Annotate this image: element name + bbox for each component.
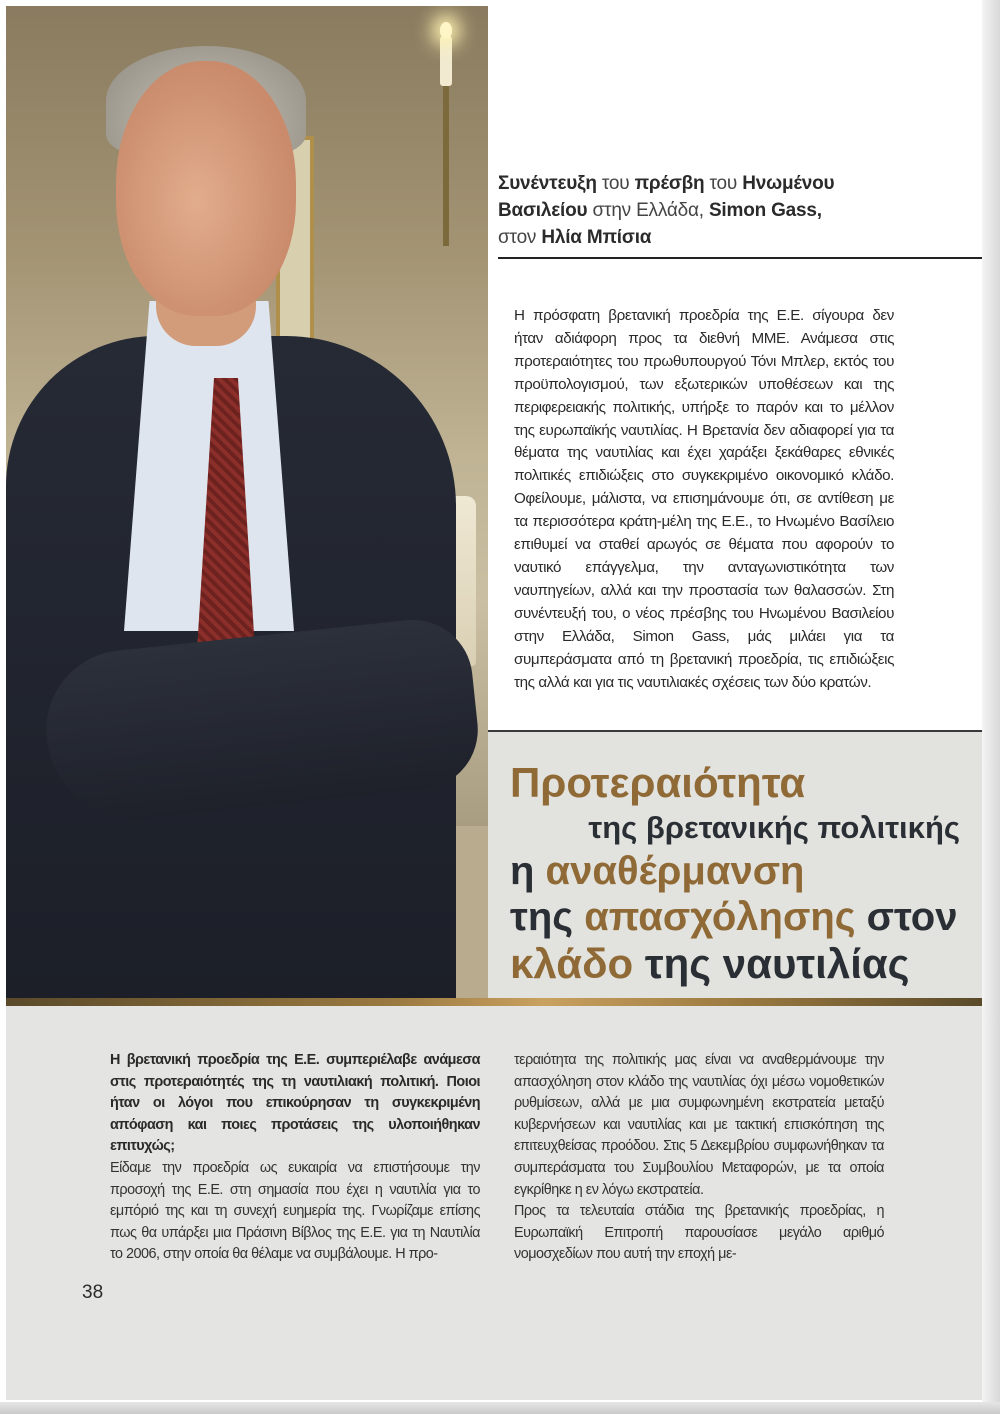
ambassador-photo (6, 6, 488, 1000)
interview-answer: Είδαμε την προεδρία ως ευκαιρία να επιστήσουμε την προσοχή της Ε.Ε. στη σημασία που έχει η ναυτιλία για το εμπόριό της και τη συνεχή ευημερία της. Γνωρίζαμε επίσης πως θα υπάρξει μια Πράσινη Βίβλος της Ε.Ε. για τη Ναυτιλία το 2006, στην οποία θα θέλαμε να συμβάλουμε. Η προ- (110, 1159, 480, 1263)
page-number: 38 (82, 1282, 104, 1303)
headline-word: της βρετανικής πολιτικής (588, 810, 960, 845)
intro-paragraph: Η πρόσφατη βρετανική προεδρία της Ε.Ε. σίγουρα δεν ήταν αδιάφορη προς τα διεθνή ΜΜΕ. Ανάμεσα στις προτεραιότητες του πρωθυπουργού Τόνι Μπλερ, εκτός του προϋπολογισμού, των εξωτερικών υποθέσεων και της περιφερειακής πολιτικής, υπήρξε το παρόν και το μέλλον της ευρωπαϊκής ναυτιλίας. Η Βρετανία δεν αδιαφορεί για τα θέματα της ναυτιλίας και έχει χαράξει ξεκάθαρες εθνικές πολιτικές επιδιώξεις στο συγκεκριμένο οικονομικό κλάδο. Οφείλουμε, μάλιστα, να επισημάνουμε ότι, σε αντίθεση με τα περισσότερα κράτη-μέλη της Ε.Ε., το Ηνωμένο Βασίλειο επιθυμεί να σταθεί αρωγός σε θέματα που αφορούν το ναυτικό επάγγελμα, την ανταγωνιστικότητα των ναυπηγείων, αλλά και την προστασία των θαλασσών. Στη συνέντευξή του, ο νέος πρέσβης του Ηνωμένου Βασιλείου στην Ελλάδα, Simon Gass, μάς μιλάει για τα συμπεράσματα από τη βρετανική προεδρία, τις επιδιώξεις της αλλά και για τις ναυτιλιακές σχέσεις των δύο κρατών. (514, 307, 894, 691)
headline-word: Προτεραιότητα (510, 759, 806, 806)
interview-question: Η βρετανική προεδρία της Ε.Ε. συμπεριέλαβε ανάμεσα στις προτεραιότητές της τη ναυτιλιακή πολιτική. Ποιοι ήταν οι λόγοι που επικούρησαν τη συγκεκριμένη απόφαση και ποιες προτάσεις της υλοποιήθηκαν επιτυχώς; (110, 1052, 480, 1155)
body-paragraph: τεραιότητα της πολιτικής μας είναι να αναθερμάνουμε την απασχόληση στον κλάδο της ναυτιλίας όχι μέσω νομοθετικών ρυθμίσεων, αλλά με μια συμφωνημένη εκστρατεία μεταξύ κυβερνήσεων και ναυτιλίας και με τακτική επισκόπηση της επιτευχθείσας προόδου. Στις 5 Δεκεμβρίου συμφωνήθηκαν τα συμπεράσματα του Συμβουλίου Μεταφορών, με τα οποία εγκρίθηκε η εν λόγω εκστρατεία. (514, 1052, 884, 1198)
body-column-left (110, 1050, 480, 1266)
article-headline: Προτεραιότητα της βρετανικής πολιτικής η αναθέρμανση της απασχόλησης στον κλάδο της ναυτιλίας (510, 759, 960, 987)
byline: Συνέντευξη του πρέσβη του Ηνωμένου Βασιλείου στην Ελλάδα, Simon Gass, στον Ηλία Μπίσια (498, 170, 988, 259)
body-paragraph: Προς τα τελευταία στάδια της βρετανικής προεδρίας, η Ευρωπαϊκή Επιτροπή παρουσίασε μεγάλο αριθμό νομοσχεδίων που αυτή την εποχή με- (514, 1203, 884, 1263)
gold-divider (6, 998, 982, 1006)
intro-text (514, 305, 894, 694)
body-column-right (514, 1050, 884, 1266)
portrait-figure (6, 6, 488, 1000)
scan-edge (0, 1402, 1000, 1414)
scan-edge (982, 0, 1000, 1414)
